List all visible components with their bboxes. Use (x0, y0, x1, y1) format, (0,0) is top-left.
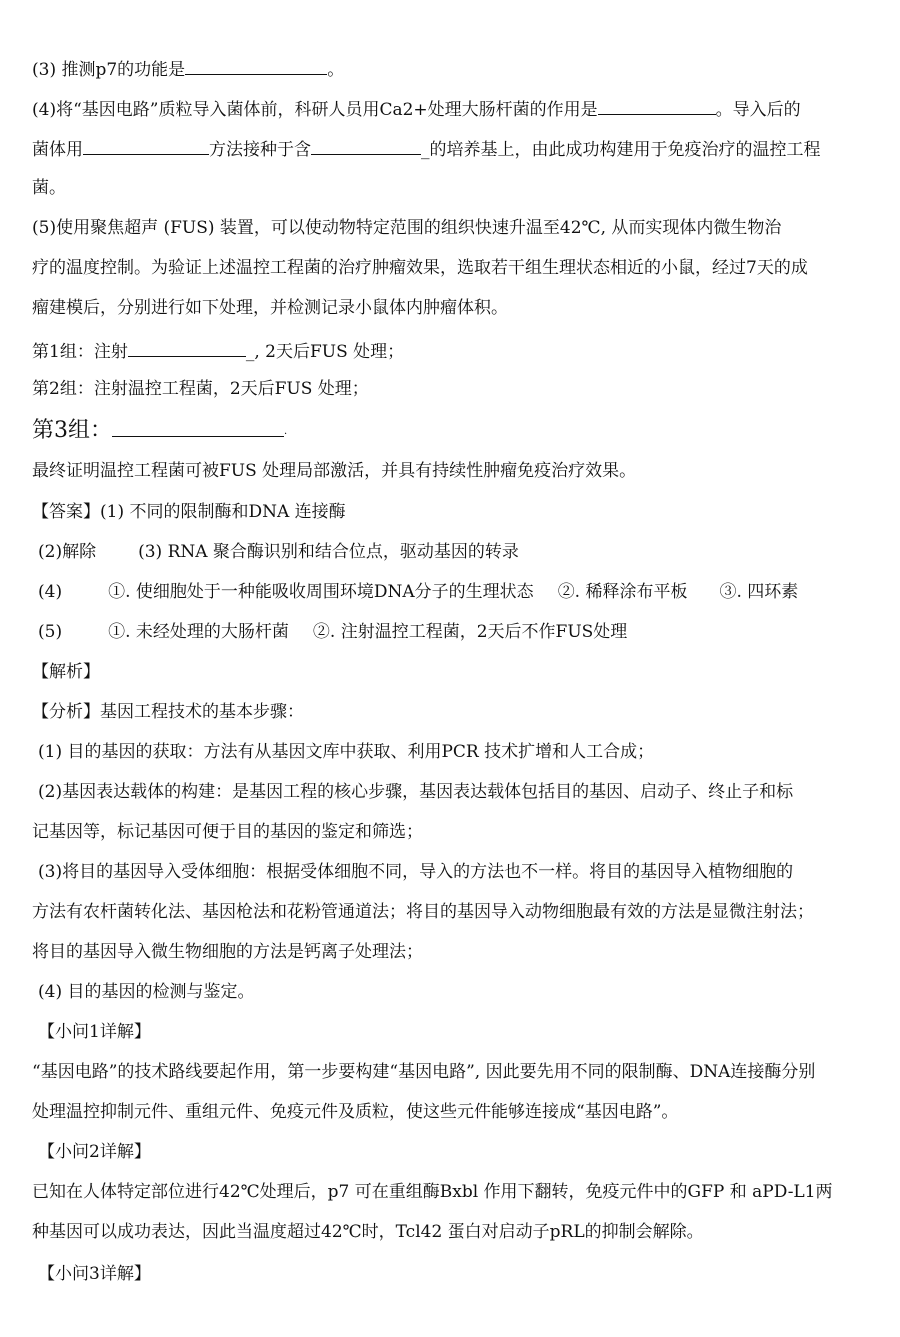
conclusion: 最终证明温控工程菌可被FUS 处理局部激活，并具有持续性肿瘤免疫治疗效果。 (32, 461, 637, 481)
answer-3: (3) RNA 聚合酶识别和结合位点，驱动基因的转录 (138, 542, 519, 562)
answer-5 (38, 620, 876, 644)
q4-blank-3[interactable] (311, 136, 421, 155)
answer-1: 【答案】(1) 不同的限制酶和DNA 连接酶 (32, 502, 346, 522)
detail-2-line-2: 种基因可以成功表达，因此当温度超过42℃时，Tcl42 蛋白对启动子pRL的抑制会解除。 (32, 1222, 704, 1242)
answer-4-part-2: ②. 稀释涂布平板 (557, 582, 688, 602)
group-3-label: 第3组： (32, 418, 112, 443)
group-1-blank[interactable] (128, 338, 246, 357)
analysis-step-2-line-1: (2)基因表达载体的构建：是基因工程的核心步骤，基因表达载体包括目的基因、启动子、终止子和标 (38, 782, 794, 802)
analysis-step-3-line-2: 方法有农杆菌转化法、基因枪法和花粉管通道法；将目的基因导入动物细胞最有效的方法是显微注射法； (32, 902, 814, 922)
q4-text-c: 菌体用 (32, 140, 83, 160)
analysis-fenxi: 【分析】基因工程技术的基本步骤： (32, 702, 304, 722)
detail-2-line-1: 已知在人体特定部位进行42℃处理后，p7 可在重组酶Bxbl 作用下翻转，免疫元件中的GFP 和 aPD-L1两 (32, 1182, 833, 1202)
answer-4-part-1: ①. 使细胞处于一种能吸收周围环境DNA分子的生理状态 (108, 582, 534, 602)
group-3-mark: · (284, 429, 288, 440)
answer-2-3 (38, 540, 876, 564)
q4-text-d: 方法接种于含 (209, 140, 311, 160)
question-3 (32, 56, 876, 82)
q3-text: (3) 推测p7的功能是 (32, 60, 186, 80)
q4-text-a: (4)将“基因电路”质粒导入菌体前，科研人员用Ca2+处理大肠杆菌的作用是 (32, 100, 598, 120)
analysis-step-3-line-3: 将目的基因导入微生物细胞的方法是钙离子处理法； (32, 942, 423, 962)
group-1 (32, 338, 876, 364)
q3-tail: 。 (327, 60, 345, 80)
analysis-step-2-line-2: 记基因等，标记基因可便于目的基因的鉴定和筛选； (32, 822, 423, 842)
group-3 (32, 416, 876, 449)
detail-3-heading: 【小问3详解】 (38, 1264, 151, 1284)
answer-4 (38, 580, 876, 604)
group-3-blank[interactable] (112, 416, 284, 437)
answer-5-part-1: ①. 未经处理的大肠杆菌 (108, 622, 289, 642)
answer-5-part-2: ②. 注射温控工程菌，2天后不作FUS处理 (312, 622, 628, 642)
detail-1-line-2: 处理温控抑制元件、重组元件、免疫元件及质粒，使这些元件能够连接成“基因电路”。 (32, 1102, 679, 1122)
answer-4-num: (4) (38, 582, 63, 602)
q4-blank-1[interactable] (598, 96, 716, 115)
q3-blank[interactable] (185, 56, 327, 75)
detail-2-heading: 【小问2详解】 (38, 1142, 151, 1162)
question-5-line-1: (5)使用聚焦超声 (FUS) 装置，可以使动物特定范围的组织快速升温至42℃, 从而实现体内微生物治 (32, 218, 782, 238)
question-4-line-3: 菌。 (32, 178, 66, 198)
group-1-text-b: _, 2天后FUS 处理； (245, 342, 405, 362)
question-4-line-2 (32, 136, 876, 162)
detail-1-line-1: “基因电路”的技术路线要起作用，第一步要构建“基因电路”, 因此要先用不同的限制酶、DNA连接酶分别 (32, 1062, 816, 1082)
analysis-step-1: (1) 目的基因的获取：方法有从基因文库中获取、利用PCR 技术扩增和人工合成； (38, 742, 655, 762)
answer-4-part-3: ③. 四环素 (719, 582, 799, 602)
question-4-line-1 (32, 96, 876, 122)
analysis-heading: 【解析】 (32, 662, 100, 682)
analysis-step-3-line-1: (3)将目的基因导入受体细胞：根据受体细胞不同，导入的方法也不一样。将目的基因导入植物细胞的 (38, 862, 794, 882)
detail-1-heading: 【小问1详解】 (38, 1022, 151, 1042)
group-1-text-a: 第1组：注射 (32, 342, 128, 362)
q4-text-e: _的培养基上，由此成功构建用于免疫治疗的温控工程 (421, 140, 821, 160)
answer-5-num: (5) (38, 622, 63, 642)
question-5-line-3: 瘤建模后，分别进行如下处理，并检测记录小鼠体内肿瘤体积。 (32, 298, 508, 318)
analysis-step-4: (4) 目的基因的检测与鉴定。 (38, 982, 255, 1002)
answer-2: (2)解除 (38, 542, 97, 562)
q4-blank-2[interactable] (83, 136, 209, 155)
q4-text-b: 。导入后的 (715, 100, 801, 120)
question-5-line-2: 疗的温度控制。为验证上述温控工程菌的治疗肿瘤效果，选取若干组生理状态相近的小鼠，经过7天的成 (32, 258, 808, 278)
group-2: 第2组：注射温控工程菌，2天后FUS 处理； (32, 379, 369, 399)
